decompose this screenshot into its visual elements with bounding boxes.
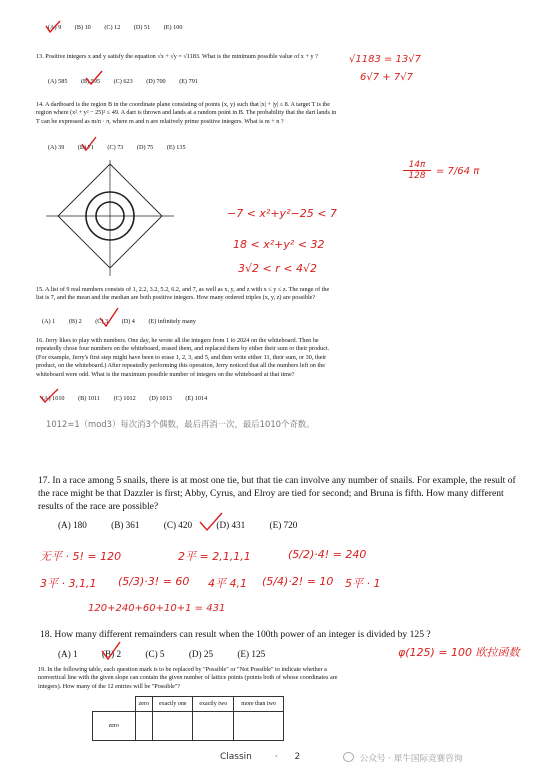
choice: (A) 1010: [42, 395, 65, 402]
question-15-choices: [42, 318, 208, 325]
question-17-choices: [58, 520, 319, 530]
choice: (E) 100: [163, 24, 183, 31]
handwritten-note: 无平 · 5! = 120: [40, 550, 122, 563]
handwritten-note: 4平 4,1: [208, 577, 247, 590]
question-14-choices: [48, 144, 198, 151]
choice: (B) 2: [101, 649, 122, 659]
check-mark-icon: [98, 306, 120, 328]
question-15: 15. A list of 9 real numbers consists of 1, 2.2, 3.2, 5.2, 6.2, and 7, as well as x, y, and z with x ≤ y ≤ z. The range of the list is 7, and the mean and the median are both positive integers. How many ordered triples (x, y, z) are possible?: [36, 286, 330, 302]
choice: (C) 5: [145, 649, 165, 659]
check-mark-icon: [38, 388, 60, 404]
handwritten-note: √1183 = 13√7: [349, 54, 422, 65]
solution-note: 1012=1（mod3）每次消3个偶数，最后再消一次，最后1010个奇数。: [46, 419, 315, 429]
choice: (E) 125: [237, 649, 266, 659]
handwritten-note: = 7/64 π: [436, 166, 480, 177]
check-mark-icon: [77, 136, 98, 152]
check-mark-icon: [100, 641, 122, 661]
handwritten-note: 3√2 < r < 4√2: [238, 262, 317, 275]
choice: (C) 12: [104, 24, 121, 31]
question-18: 18. How many different remainders can result when the 100th power of an integer is divided by 125 ?: [40, 629, 431, 640]
handwritten-note: (5/4)·2! = 10: [262, 575, 334, 588]
choice: (D) 4: [121, 318, 135, 325]
choice: (C) 3: [95, 318, 109, 325]
footer-page-number: 2: [294, 752, 301, 762]
choice: (D) 431: [216, 520, 246, 530]
handwritten-note: 3平 · 3,1,1: [40, 577, 97, 590]
choice: (A) 180: [58, 520, 87, 530]
question-16-choices: [42, 395, 219, 402]
row-header: zero: [93, 712, 136, 741]
handwritten-note: φ(125) = 100 欧拉函数: [398, 646, 520, 659]
handwritten-note: (5/2)·4! = 240: [288, 548, 367, 561]
choice: (A) 585: [48, 78, 68, 85]
page-footer: [220, 752, 300, 762]
handwritten-note: 120+240+60+10+1 = 431: [88, 603, 226, 614]
choice: (D) 700: [146, 78, 166, 85]
question-16: 16. Jerry likes to play with numbers. One day, he wrote all the integers from 1 to 2024 on the whiteboard. Then he repeatedly chose four numbers on the whiteboard, erased them, and replaced them by either their sum or their product. (For example, Jerry's first step might have been to erase 1, 2, 3, and 5, and then write either 11, their sum, or 30, their product, on the whiteboard.) After repeatedly performing this operation, Jerry noticed that all the numbers left on the whiteboard were odd. What is the maximum possible number of integers on the whiteboard at that time?: [36, 337, 330, 378]
choice: (D) 25: [188, 649, 214, 659]
question-14: 14. A dartboard is the region B in the coordinate plane consisting of points (x, y) such that |x| + |y| ≤ 8. A target T is the region where (x² + y² − 25)² ≤ 49. A dart is thrown and lands at a random point in B. The probability that the dart lands in T can be expressed as m/n · π, where m and n are relatively prime positive integers. What is m + n ?: [36, 101, 337, 125]
dartboard-figure: [40, 158, 180, 278]
question-18-choices: [58, 649, 287, 659]
choice: (D) 1013: [149, 395, 172, 402]
choice: (D) 75: [136, 144, 154, 151]
handwritten-note: 18 < x²+y² < 32: [233, 238, 325, 251]
column-header: more than two: [234, 697, 284, 712]
choice: (C) 1012: [113, 395, 136, 402]
choice: (B) 595: [80, 78, 101, 85]
handwritten-note: −7 < x²+y²−25 < 7: [227, 207, 337, 220]
choice: (A) 1: [58, 649, 78, 659]
lattice-table: [92, 696, 284, 741]
choice: (B) 361: [111, 520, 140, 530]
choice: (B) 71: [77, 144, 94, 151]
question-13: 13. Positive integers x and y satisfy the equation √x + √y = √1183. What is the minimum possible value of x + y ?: [36, 53, 318, 60]
question-19: 19. In the following table, each question mark is to be replaced by "Possible" or "Not Possible" to indicate whether a nonvertical line with the given slope can contain the given number of lattice points (points both of whose coordinates are integers). How many of the 12 entries will be "Possible"?: [38, 666, 338, 690]
watermark-text: 公众号 · 犀牛国际竞赛咨询: [359, 754, 463, 764]
wechat-icon: [343, 752, 354, 762]
handwritten-note: 5平 · 1: [345, 577, 381, 590]
top-choices: [48, 24, 194, 31]
check-mark-icon: [198, 512, 224, 532]
column-header: zero: [135, 697, 153, 712]
choice: (E) 135: [166, 144, 186, 151]
choice: (C) 73: [107, 144, 124, 151]
choice: (B) 1011: [78, 395, 101, 402]
choice: (A) 39: [48, 144, 65, 151]
check-mark-icon: [84, 70, 104, 86]
handwritten-note: 2平 = 2,1,1,1: [178, 550, 251, 563]
choice: (B) 2: [68, 318, 82, 325]
choice: (A) 9: [48, 24, 62, 31]
choice: (D) 51: [133, 24, 151, 31]
handwritten-note: (5/3)·3! = 60: [118, 575, 190, 588]
watermark: [343, 752, 462, 764]
choice: (E) 1014: [185, 395, 208, 402]
table-row: [93, 712, 284, 741]
footer-dot: ·: [274, 752, 278, 762]
column-header: exactly two: [193, 697, 234, 712]
handwritten-fraction: [403, 160, 431, 181]
fraction-numerator: 14π: [408, 160, 426, 170]
question-13-choices: [48, 78, 210, 85]
table-header-row: [93, 697, 284, 712]
check-mark-icon: [44, 20, 62, 34]
choice: (C) 623: [113, 78, 133, 85]
column-header: exactly one: [153, 697, 193, 712]
handwritten-note: 6√7 + 7√7: [360, 72, 413, 83]
choice: (E) 791: [179, 78, 198, 85]
choice: (B) 10: [74, 24, 91, 31]
footer-label: Classin: [220, 752, 252, 762]
question-17: 17. In a race among 5 snails, there is at most one tie, but that tie can involve any number of snails. For example, the result of the race might be that Dazzler is first; Abby, Cyrus, and Elroy are tied for second; and Bruna is fifth. How many different results of the race are possible?: [38, 475, 516, 512]
choice: (E) 720: [269, 520, 298, 530]
choice: (A) 1: [42, 318, 56, 325]
choice: (E) infinitely many: [148, 318, 196, 325]
fraction-denominator: 128: [408, 171, 426, 181]
choice: (C) 420: [163, 520, 193, 530]
